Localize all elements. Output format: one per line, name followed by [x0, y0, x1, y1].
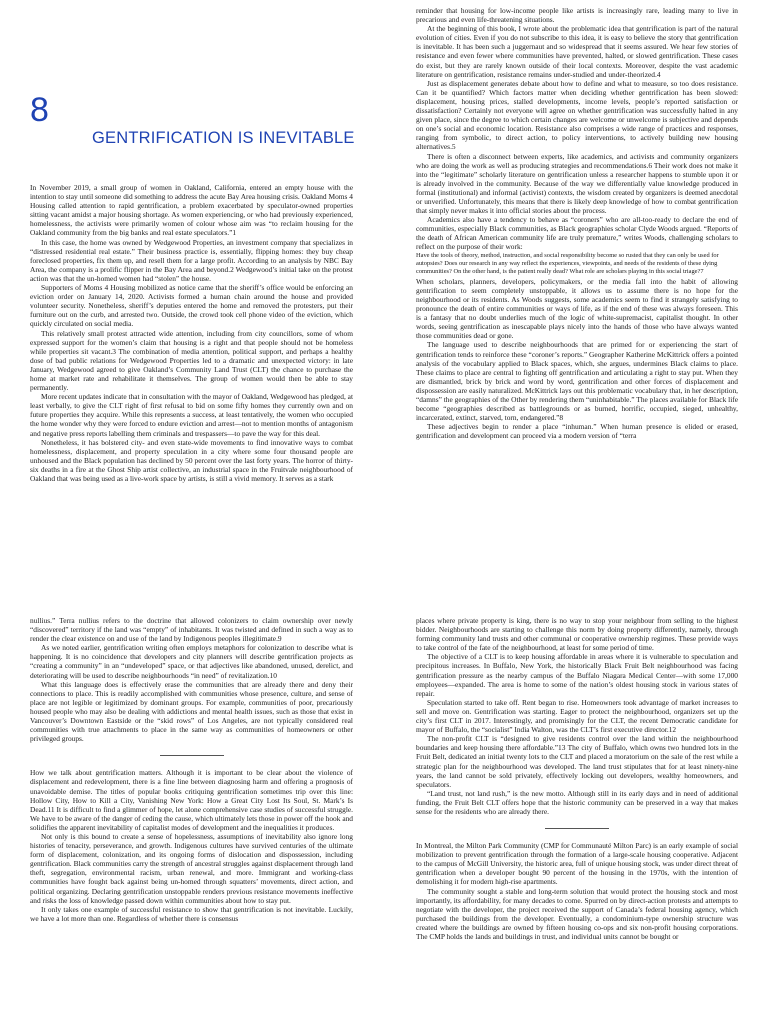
paragraph: Nonetheless, it has bolstered city- and even state-wide movements to find innovative ways to combat homelessness, displacement, and property speculation in a city where some four thousand people are unhoused and the Black population has declined by 50 percent over the last forty years. The horror of thirty-six deaths in a fire at the Ghost Ship artist collective, an industrial space in the Fruitvale neighbourhood of Oakland that was being used as a live-work space by artists, is still a vivid memory. It serves as a stark: [30, 437, 353, 483]
paragraph: In this case, the home was owned by Wedgewood Properties, an investment company that specializes in “distressed residential real estate.” Their business practice is, essentially, flipping homes: they buy cheap foreclosed properties, fix them up, and resell them for a large profit. According to an analysis by NBC Bay Area, the company is a prolific flipper in the Bay Area and beyond.2 Wedgewood’s initial take on the protest action was that the un-homed women had “stolen” the house.: [30, 237, 353, 283]
paragraph: This relatively small protest attracted wide attention, including from city councillors, some of whom expressed support for the women’s claim that housing is a right and that people should not be homeless while properties sit vacant.3 The combination of media attention, political support, and perhaps a healthy dose of bad public relations for Wedgewood Properties led to a dramatic and unexpected victory: in late January, Wedgewood agreed to give Oakland’s Community Land Trust (CLT) the chance to purchase the home at market rate and rehabilitate it themselves. The group of women would then be able to stay permanently.: [30, 328, 353, 393]
paragraph: Not only is this bound to create a sense of hopelessness, assumptions of inevitability also ignore long histories of tenacity, perseverance, and growth. Indigenous cultures have survived centuries of the ultimate form of displacement, colonization, and its ongoing forms of dislocation and dispossession, including gentrification. Black communities carry the strength of ancestral struggles against displacement through land theft, segregation, environmental racism, urban renewal, and more. Immigrant and working-class communities have fought back against being un-homed through squatters’ movements, direct action, and political organizing. Declaring gentrification unstoppable renders previous resistance movements ineffective and risks the loss of knowledge passed down within communities about how to stay put.: [30, 831, 353, 905]
chapter-title: GENTRIFICATION IS INEVITABLE: [92, 129, 355, 147]
paragraph: The objective of a CLT is to keep housing affordable in areas where it is vulnerable to speculation and precipitous increases. In Buffalo, New York, the historically Black Fruit Belt neighbourhood was facing gentrification pressure as the nearby campus of the Buffalo Niagara Medical Center—with some 17,000 employees—expanded. The area is home to some of the nation’s oldest housing stock in various states of repair.: [416, 652, 738, 698]
column-right: [416, 616, 738, 1024]
column-left: [30, 616, 353, 1024]
paragraph: places where private property is king, there is no way to stop your neighbour from selling to the highest bidder. Neighbourhoods are starting to challenge this norm by doing property differently, namely, through forming community land trusts and other communal or cooperative ownership regimes. These provide ways to take control of the fate of the neighbourhood, at least for some period of time.: [416, 616, 738, 653]
block-quote: Have the tools of theory, method, instruction, and social responsibility become so rusted that they can only be used for autopsies? Does our research in any way reflect the experiences, viewpoints, and needs of the residents of these dying communities? On the other hand, is the patient really dead? What role are scholars playing in this social triage?7: [416, 251, 719, 276]
paragraph: In Montreal, the Milton Park Community (CMP for Communauté Milton Parc) is an early example of social mobilization to prevent gentrification through the formation of a large-scale housing cooperative. Adjacent to the campus of McGill University, the historic area, full of unique housing stock, was under direct threat of gentrification when a developer bought 90 percent of the housing in the 1970s, with the intention of demolishing it for modern high-rise apartments.: [416, 841, 738, 887]
paragraph: “Land trust, not land rush,” is the new motto. Although still in its early days and in need of additional funding, the Fruit Belt CLT offers hope that the historic community can be preserved in a way that makes sense for the residents who are already there.: [416, 788, 738, 816]
column-right: [416, 6, 738, 509]
paragraph: nullius.” Terra nullius refers to the doctrine that allowed colonizers to claim ownership over newly “discovered” territory if the land was “empty” of inhabitants. It was twisted and defined in such a way as to render the clear existence on and use of the land by Indigenous peoples illegitimate.9: [30, 616, 353, 644]
paragraph: These adjectives begin to render a place “inhuman.” When human presence is elided or erased, gentrification and development can proceed via a modern version of “terra: [416, 422, 738, 441]
paragraph: Academics also have a tendency to behave as “coroners” who are all-too-ready to declare the end of communities, especially Black communities, as Black geographies scholar Clyde Woods argued. “Reports of the death of African American community life are truly premature,” writes Woods, challenging scholars to reflect on the purpose of their work:: [416, 215, 738, 252]
paragraph: What this language does is effectively erase the communities that are already there and deny their connections to place. This is readily accomplished with communities whose presence, culture, and sense of place are not legible or legitimized by dominant groups. For example, communities of poor, precariously housed people who may also be dealing with addictions and mental health issues, such as those that exist in Vancouver’s Downtown Eastside or the “skid rows” of Los Angeles, are not typically considered real communities with true attachments to place in the same way as communities of homeowners or other privileged groups.: [30, 679, 353, 744]
paragraph: More recent updates indicate that in consultation with the mayor of Oakland, Wedgewood has pledged, at least verbally, to give the CLT right of first refusal to bid on some fifty homes they currently own and on future properties they acquire. While this represents a success, at least tentatively, the women who occupied the home wonder why they were forced to endure eviction and arrest—not to mention months of antagonism and negative press reports labelling them criminals and trespassers—to pave the way for this deal.: [30, 392, 353, 438]
paragraph: reminder that housing for low-income people like artists is increasingly rare, leading many to live in precarious and even life-threatening situations.: [416, 6, 738, 25]
paragraph: Just as displacement generates debate about how to define and what to measure, so too does resistance. Can it be quantified? Which factors matter when deciding whether gentrification has been slowed: displacement, housing prices, stalled developments, income levels, people’s reported satisfaction or dissatisfaction? Certainly not everyone will agree on whether gentrification was successfully halted in any given place, since the degree to which certain changes are welcome or unwelcome is subjective and depends on one’s social and economic location. Resistance also comprises a wide range of practices and responses, ranging from symbolic, to direct action, to policy interventions, to actively building new housing alternatives.5: [416, 78, 738, 152]
paragraph: Speculation started to take off. Rent began to rise. Homeowners took advantage of market increases to sell and move on. Gentrification was starting. Eager to protect the neighbourhood, organizers set up the city’s first CLT in 2017. Interestingly, and promisingly for the CLT, the recent Democratic candidate for mayor of Buffalo, the “socialist” India Walton, was the CLT’s first executive director.12: [416, 697, 738, 735]
page-bottom: [0, 512, 768, 1024]
paragraph: In November 2019, a small group of women in Oakland, California, entered an empty house with the intention to stay until someone did something to address the acute Bay Area housing crisis. Oakland Moms 4 Housing called attention to rapid gentrification, a problem exacerbated by speculator-owned properties sitting vacant amidst a major housing shortage. As women experiencing, or who had previously experienced, homelessness, the activists were primarily women of colour whose aim was “to reclaim housing for the Oakland community from the big banks and real estate speculators.”1: [30, 183, 353, 238]
paragraph: At the beginning of this book, I wrote about the problematic idea that gentrification is part of the natural evolution of cities. Even if you do not subscribe to this idea, it is easy to believe the story that gentrification is inevitable. It has been such a juggernaut and so widespread that it seems assured. We hear few stories of resistance and even fewer where communities have prevented, halted, or slowed gentrification. These cases do exist, but they are rarely known outside of their local contexts. Moreover, despite the vast academic literature on gentrification, resistance remains under-studied and under-theorized.4: [416, 24, 738, 79]
paragraph: As we noted earlier, gentrification writing often employs metaphors for colonization to describe what is happening. It is no coincidence that developers and city planners will describe gentrification projects as “creating a community” in an “undeveloped” space, or that adjectives like abandoned, unused, derelict, and deteriorating will be used to describe neighbourhoods “in need” of revitalization.10: [30, 643, 353, 680]
section-divider: [545, 828, 609, 829]
paragraph: When scholars, planners, developers, policymakers, or the media fall into the habit of allowing gentrification to seem completely unstoppable, it allows us to assume there is no hope for the neighbourhood or its residents. As Woods suggests, some academics seem to find it strangely satisfying to pronounce the death of entire communities or ways of life, as if the end of these was always foreseen. This is a fantasy that no doubt underlies much of the logic of white-supremacist, capitalist thought. In other words, seeing gentrification as inescapable plays nicely into the hands of those who have always wanted those communities dead or gone.: [416, 276, 738, 341]
paragraph: Supporters of Moms 4 Housing mobilized as notice came that the sheriff’s office would be enforcing an eviction order on January 14, 2020. Activists formed a human chain around the house and provided volunteer security. Nonetheless, sheriff’s deputies entered the home and removed the protesters, put their furniture out on the curb, and arrested two. Outside, the crowd took cell phone video of the eviction, which quickly circulated on social media.: [30, 283, 353, 329]
paragraph: There is often a disconnect between experts, like academics, and activists and community organizers who are doing the work as well as producing strategies and recommendations.6 Their work does not make it into the “legitimate” scholarly literature on gentrification unless a researcher happens to stumble upon it or is already involved in the community. Because of the way we differentially value knowledge produced in formal (institutional) and informal (activist) contexts, the wisdom created by organizers is deemed anecdotal or unverified. Unfortunately, this means that there is likely deep knowledge of how to combat gentrification that simply never makes it into official stories about the process.: [416, 151, 738, 216]
paragraph: The community sought a stable and long-term solution that would protect the housing stock and most importantly, its affordability, for many decades to come. Spurred on by direct-action protests and attempts to negotiate with the developer, the project received the support of Canada’s federal housing agency, which purchased the buildings from the developer. Eventually, a condominium-type ownership structure was created where the buildings are owned by fifteen housing co-ops and six non-profit housing corporations. The CMP holds the lands and buildings in trust, and individual units cannot be bought or: [416, 886, 738, 941]
column-left: [30, 183, 353, 509]
paragraph: The language used to describe neighbourhoods that are primed for or experiencing the start of gentrification tends to reinforce these “coroner’s reports.” Geographer Katherine McKittrick offers a pointed analysis of the vocabulary applied to Black spaces, which, she argues, undermines Black claims to place. These claims to place are central to fighting off gentrification and articulating a right to stay put. When they are dismantled, brick by brick and word by word, gentrification and other forces of displacement and dispossession are easily naturalized. McKittrick lays out this problematic vocabulary that, in her description, “damns” the geographies of the Other by rendering them “uninhabitable.” The places available for Black life become “geographies described as battlegrounds or as burned, horrific, occupied, sieged, unhealthy, incarcerated, extinct, starved, torn, endangered.”8: [416, 340, 738, 423]
paragraph: The non-profit CLT is “designed to give residents control over the land within the neighbourhood boundaries and keep housing there affordable.”13 The city of Buffalo, which owns two hundred lots in the Fruit Belt, dedicated an initial twenty lots to the CLT and placed a moratorium on the sale of the rest while a strategic plan for the neighbourhood was developed. The land trust stipulates that for at least ninety-nine years, the land cannot be sold privately, effectively locking out developers, wealthy homeowners, and speculators.: [416, 734, 738, 789]
paragraph: It only takes one example of successful resistance to show that gentrification is not inevitable. Luckily, we have a lot more than one. Regardless of whether there is consensus: [30, 904, 353, 923]
section-divider: [160, 755, 224, 756]
paragraph: How we talk about gentrification matters. Although it is important to be clear about the violence of displacement and redevelopment, there is a fine line between diagnosing harm and offering a prognosis of unavoidable demise. The titles of popular books critiquing gentrification sometimes trip over this line: Hollow City, How to Kill a City, Vanishing New York: How a Great City Lost Its Soul, St. Mark’s Is Dead.11 It is difficult to find a glimmer of hope, let alone comprehensive case studies of successful struggle. We have to be aware of the danger of ceding the cause, which ultimately lets those in power off the hook and solidifies the apparent inevitability of capitalist modes of development and the inequalities it produces.: [30, 768, 353, 832]
chapter-number: 8: [30, 91, 49, 129]
